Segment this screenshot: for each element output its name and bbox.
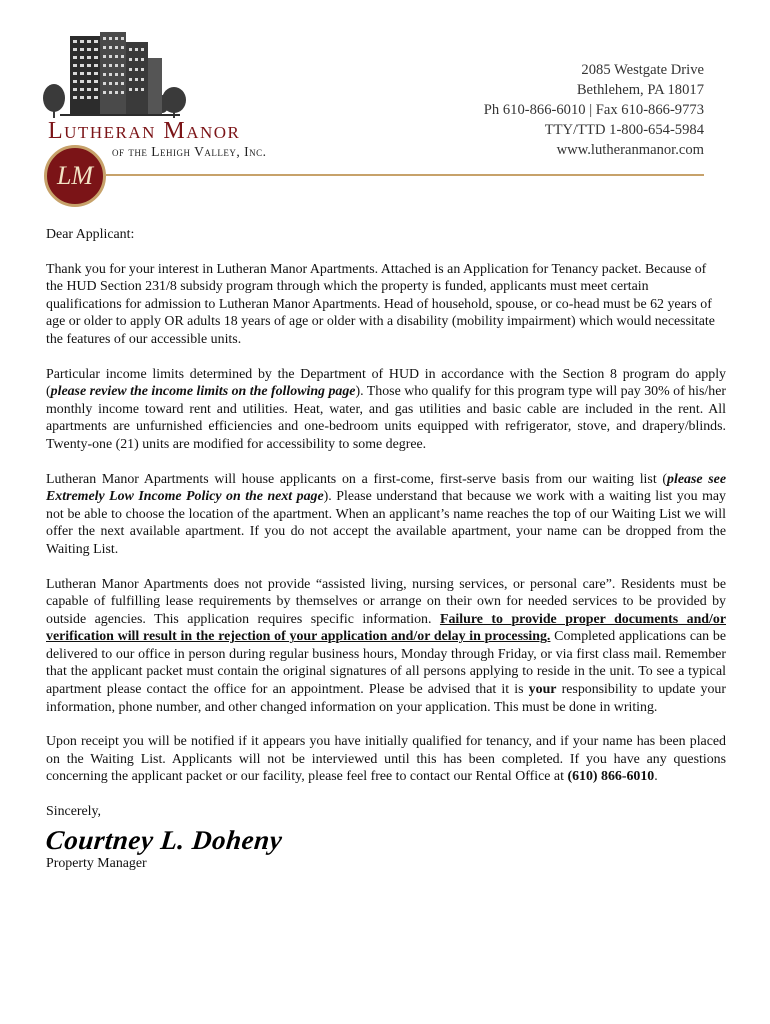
p4-text-a: Lutheran Manor Apartments does not provide “assisted living, nursing services, or personal care”. Residents must be capable of fulfilling lease requirements by themselves or arrange on their own for needed services to be provided by outside agencies. This application requires specific information. (46, 576, 726, 627)
phone-fax: Ph 610-866-6010 | Fax 610-866-9773 (483, 102, 704, 118)
street-address: 2085 Westgate Drive (581, 62, 704, 78)
p3-emphasis: please see Extremely Low Income Policy on the next page (46, 471, 727, 505)
rental-office-phone: (610) 866-6010 (567, 769, 655, 785)
paragraph-services (46, 576, 726, 717)
p3-text-a: Lutheran Manor Apartments will house applicants on a first-come, first-serve basis from our waiting list ( (46, 471, 668, 487)
p2-text-a: Particular income limits determined by the Department of HUD in accordance with the Section 8 program do apply ( (46, 366, 726, 400)
letterhead-divider (106, 174, 704, 176)
p5-text-a: Upon receipt you will be notified if it appears you have initially qualified for tenancy, and if your name has been placed on the Waiting List. Applicants will not be interviewed until this has been completed. If you have any questions concerning the applicant packet or our facility, please feel free to contact our Rental Office at (46, 734, 726, 785)
paragraph-intro: Thank you for your interest in Lutheran Manor Apartments. Attached is an Application for Tenancy packet. Because of the HUD Section 231/8 subsidy program through which the property is funded, applicants must meet certain qualifications for admission to Lutheran Manor Apartments. Head of household, spouse, or co-head must be 62 years of age or older to apply OR adults 18 years of age or older with a disability (mobility impairment) which would necessitate the features of our accessible units. (46, 261, 715, 347)
p5-text-c: . (654, 769, 658, 785)
website-link[interactable]: www.lutheranmanor.com (556, 142, 704, 158)
closing: Sincerely, (46, 804, 102, 820)
monogram-seal-icon (44, 145, 106, 207)
p4-warning: Failure to provide proper documents and/or verification will result in the rejection of your application and/or delay in processing. (46, 611, 726, 645)
p3-text-c: ). Please understand that because we work with a waiting list you may not be able to choose the location of the apartment. When an applicant’s name reaches the top of our Waiting List we will offer the next available apartment. If you do not accept the available apartment, your name can be dropped from the Waiting List. (46, 489, 726, 557)
org-subtitle: of the Lehigh Valley, Inc. (112, 144, 267, 159)
paragraph-notification (46, 733, 726, 786)
city-state-zip: Bethlehem, PA 18017 (576, 82, 704, 98)
address-block (484, 60, 704, 160)
letterhead (0, 0, 770, 215)
salutation: Dear Applicant: (46, 227, 135, 242)
org-name: Lutheran Manor (48, 118, 241, 144)
signer-title: Property Manager (46, 855, 147, 871)
signature: Courtney L. Doheny (44, 824, 284, 855)
tty-number: TTY/TTD 1-800-654-5984 (544, 122, 704, 138)
seal-monogram: LM (56, 161, 94, 190)
p2-emphasis: please review the income limits on the following page (50, 384, 356, 400)
p4-text-e: responsibility to update your information, phone number, and other changed information on your application. This must be done in writing. (46, 682, 726, 715)
paragraph-income-limits (46, 366, 726, 454)
building-illustration-icon (40, 28, 190, 120)
paragraph-waiting-list (46, 471, 726, 559)
letter-body (46, 226, 726, 889)
p2-text-c: ). Those who qualify for this program type will pay 30% of his/her monthly income toward rent and utilities. Heat, water, and gas utilities and basic cable are included in the rent. All apartments are unfurnished efficiencies and one-bedroom units equipped with refrigerator, stove, and drapery/blinds. Twenty-one (21) units are modified for accessibility to some degree. (46, 384, 726, 452)
p4-text-c: Completed applications can be delivered to our office in person during regular business hours, Monday through Friday, or via first class mail. Remember that the applicant packet must contain the original signatures of all persons applying to reside in the unit. To see a typical apartment please contact the office for an appointment. Please be advised that it is (46, 629, 726, 698)
p4-emphasis-your: your (528, 682, 557, 698)
